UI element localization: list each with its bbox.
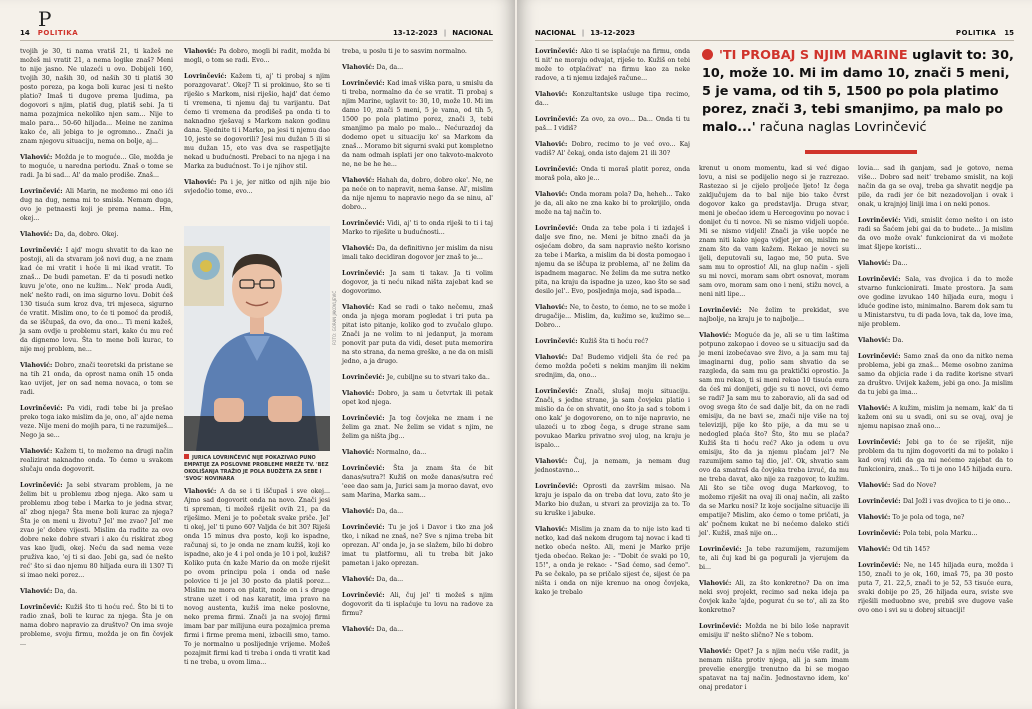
dialogue-paragraph bbox=[858, 352, 1013, 397]
right-column-3 bbox=[858, 164, 1013, 622]
speaker-name: Lovrinčević: bbox=[342, 415, 390, 422]
speaker-name: Vlahović: bbox=[858, 482, 893, 489]
dialogue-text: krenut u onom momentu, kad si već digao lovu, a nisi se podijelio nego si je razrezao. Rastezao si je cijelo proljeće ljeto! Iz čega zaključujem da to bal nije bio tako čvrst dogovor kako ga predstavlja. Druga stvar, meni je obećao idem u Hercegovinu po novac i donijet ću ti novce. Ni se nismo vidjeli uopće. Mi se nismo vidjeli! Znači ja više uopće ne znam niti kako njega vidjet jer on, mislim ne znam što da vam kažem. Rekao je novci su ijeli, deputovali su, lagao me, 50 puta. Sve sam mu to oprostio! Ali, na glup način - sjeli su mi novci, moram sam obrt osnovat, moram sam ovo, moram sam ono i neni, stižu novci, a neni nitl lipe... bbox=[699, 165, 849, 298]
speaker-name: Lovrinčević: bbox=[535, 48, 581, 55]
dialogue-text: Jebi ga to će se riješit, nije problem da tu njim dogovoriti da mi to polako i kad ovaj vidi da ga mi nećemo zajebat da to funkcionira, znaš... To ti je ono 145 hiljada eura. bbox=[858, 439, 1013, 473]
speaker-name: Vlahović: bbox=[184, 488, 221, 495]
dialogue-paragraph bbox=[342, 269, 493, 296]
red-dot-icon bbox=[702, 49, 713, 60]
dialogue-text: Tu je još i Davor i tko zna još tko, i nikad ne znaš, ne? Sve s njima treba bit oprezan. Al' onda je, ja se slažem, bilo bi dobro imat tu platformu, ali tu treba bit jako pametan i jako oprezan. bbox=[342, 524, 493, 567]
header-rule bbox=[20, 40, 493, 41]
speaker-name: Vlahović: bbox=[342, 626, 377, 633]
dialogue-text: Onda moram pola? Da, heheh... Tako je da, ali ako ne zna kako bi to prokrijilo, onda može na taj način to. bbox=[535, 191, 690, 216]
speaker-name: Vlahović: bbox=[535, 458, 574, 465]
left-column-1 bbox=[20, 47, 173, 655]
dialogue-text: Možda ne bi bilo loše napravit emisiju il' nešto slično? Ne s tobom. bbox=[699, 623, 849, 639]
speaker-name: Lovrinčević: bbox=[858, 276, 906, 283]
dialogue-text: To je pola od toga, ne? bbox=[892, 514, 965, 521]
right-page bbox=[517, 0, 1032, 709]
dialogue-paragraph bbox=[184, 487, 330, 667]
speaker-name: Lovrinčević: bbox=[535, 483, 583, 490]
dialogue-text: Konzultantske usluge tipa recimo, da... bbox=[535, 91, 690, 107]
dialogue-paragraph bbox=[699, 579, 849, 615]
magazine-logo-icon: P bbox=[38, 7, 52, 31]
dialogue-text: Možda je to moguće... Gle, možda je to moguće, u naredna periodu. Znaš o tome se radi. Ja bi sad... Al' da malo prodiše. Znaš... bbox=[20, 154, 173, 179]
dialogue-text: Da, da... bbox=[376, 508, 404, 515]
dialogue-paragraph bbox=[342, 448, 493, 457]
speaker-name: Vlahović: bbox=[20, 154, 55, 161]
speaker-name: Lovrinčević: bbox=[20, 247, 66, 254]
dialogue-paragraph bbox=[342, 523, 493, 568]
speaker-name: Lovrinčević: bbox=[535, 338, 580, 345]
section-label: POLITIKA bbox=[955, 29, 997, 37]
speaker-name: Vlahović: bbox=[342, 449, 377, 456]
dialogue-paragraph bbox=[858, 164, 1013, 209]
dialogue-paragraph bbox=[342, 373, 493, 382]
dialogue-text: Kužiš šta ti hoću reć? bbox=[579, 338, 649, 345]
left-column-2 bbox=[184, 47, 330, 203]
speaker-name: Vlahović: bbox=[535, 191, 570, 198]
speaker-name: Lovrinčević: bbox=[699, 307, 749, 314]
dialogue-text: Vidi, aj' ti to onda riješi to ti i taj Marko to riješite u budućnosti... bbox=[342, 220, 493, 236]
caption-text: JURICA LOVRINČEVIĆ NIJE POKAZIVAO PUNO EMPATIJE ZA POSLOVNE PROBLEME MREŽE TV. 'BEZ OKOLIŠANJA TRAŽIO JE POLA BUDŽETA ZA SEBE I 'SVOG' NOVINARA bbox=[184, 455, 329, 482]
portrait-photo bbox=[184, 226, 330, 451]
dialogue-paragraph bbox=[20, 361, 173, 397]
dialogue-text: Kad se radi o tako nečemu, znaš onda ja njega moram pogledat i tri puta pa pitat isto pitanje, koliko god to zvučalo glupo. Znači ja ne volim to ni jedanput, ja moram ponovit par puta da vidi, deset puta memorira na sto strana, da nema greške, a ne da on misli jedno, a ja drugo. bbox=[342, 304, 493, 365]
speaker-name: Vlahović: bbox=[699, 648, 735, 655]
dialogue-text: Pa i je, jer nitko od njih nije bio svjedočio tome, evo... bbox=[184, 179, 330, 195]
speaker-name: Vlahović: bbox=[858, 260, 893, 267]
speaker-name: Vlahović: bbox=[699, 332, 735, 339]
dialogue-paragraph bbox=[535, 224, 690, 296]
dialogue-paragraph bbox=[342, 507, 493, 516]
dialogue-text: Znači, slušaj moju situaciju. Znači, s jedne strane, ja sam čovjeku platio i mislio da će on shvatit, ono što ja sad s tobom i ono kak' je dogovoreno, on to nije napravio, ne ulazeći u to zbog čega, s druge strane sam povukao Marku privatno svoj ulog, na kraju je ispalo... bbox=[535, 388, 690, 449]
speaker-name: Vlahović: bbox=[342, 390, 378, 397]
dialogue-text: Je, cubiljne su to stvari tako da.. bbox=[386, 374, 490, 381]
speaker-name: Lovrinčević: bbox=[535, 388, 586, 395]
left-column-2-bottom bbox=[184, 487, 330, 674]
dialogue-text: Šta ja znam šta će bit danas/sutra?! Kužiš on može danas/sutra reć 'eee dao sam ja, Jurici sam ja morao davat, evo sam Marina, Marka sam... bbox=[342, 465, 493, 499]
dialogue-paragraph bbox=[858, 336, 1013, 345]
dialogue-text: Moguće da je, ali se u tim laštima potpuno zakopao i doveo se u situaciju sad da je meni izobećavao sve živo, a ja sam mu taj imaginarni dug, polio sam shvatio da se razgleda, da sam mu ga praktički oprostio. Ja sam mu rekao, ti si meni rekao 10 tisuća eura da ćeš mi donijeti, gdje su ti novci, ovi ćemo se radi? Ja sam mu to zaboravio, ali da sad od ovog svega što će sad dalje bit, da on ne radi emisiju, da ne bavi se, znači nije više na toj televiziji, pije ko što pije, a da mu se u nedogled plaća što? Što, što mu se plaća? Kužiš šta ti hoću reć? Ako ja odem u ovu emisiju, što da ja njemu plaćam jel'? Ne razumijem samo taj dio, jel'. Ok, shvatio sam ovo da smatraš da čovjeka treba izvuć, da mu ne treba davat, ako nije za razgovor, to kužim. Ali što se tiče ovog duga Markovog, to možemo riješit na ovaj ili onaj način, ali zašto da se Marku nosi? Iz koje socijalne situacije ili empatije? Mislim, ako ćemo o tome pričati, ja ak' počnem kukat ne bi nećemo daleko stići jel'. Kužiš, znaš nije on... bbox=[699, 332, 849, 537]
dialogue-paragraph bbox=[535, 165, 690, 183]
dialogue-paragraph bbox=[184, 47, 330, 65]
dialogue-paragraph bbox=[184, 178, 330, 196]
dialogue-text: Ja tebe razumijem, razumijem te, ali čuj kad bi ga pogurali ja vjerujem da bi... bbox=[699, 546, 849, 571]
speaker-name: Vlahović: bbox=[20, 231, 55, 238]
speaker-name: Lovrinčević: bbox=[535, 116, 581, 123]
dialogue-text: Da, da... bbox=[376, 64, 404, 71]
dialogue-paragraph bbox=[535, 387, 690, 450]
dialogue-paragraph bbox=[184, 72, 330, 171]
speaker-name: Vlahović: bbox=[535, 354, 572, 361]
pull-quote-attribution: računa naglas Lovrinčević bbox=[755, 120, 927, 135]
dialogue-text: Normalno, da... bbox=[376, 449, 427, 456]
dialogue-text: Pola tebi, pola Marku... bbox=[902, 530, 978, 537]
dialogue-paragraph bbox=[535, 353, 690, 380]
dialogue-text: Kažem ti, aj' ti probaj s njim porazgovarat'. Okej? Ti si prokinuo, što se ti riješio s Markom, nisi riješio, hajd' dat ćemo ti vremena, ti njemu daj tu varijantu. Dat ćemo ti vremena da prodišeš pa onda ti to naknadno rješavaj s Markom nakon godinu dana. Sjednite ti i Marko, pa jesi ti njemu dao 10, jeste se dogovorili? Jesi mu dužan 5 ili si mu dužan 15, eto vas dva se raspetljajte nekad u budućnosti. Prebaci to na njega i na Marka za budućnost. To i je njihov stil. bbox=[184, 73, 330, 170]
dialogue-paragraph bbox=[20, 587, 173, 596]
dialogue-paragraph bbox=[20, 153, 173, 180]
dialogue-paragraph bbox=[858, 481, 1013, 490]
pull-quote-highlight: 'TI PROBAJ S NJIM MARINE bbox=[719, 48, 908, 63]
dialogue-text: Ne želim te prekidat, sve najbolje, na kraju je to najbolje... bbox=[699, 307, 849, 323]
section-label: POLITIKA bbox=[37, 29, 79, 37]
speaker-name: Lovrinčević: bbox=[342, 592, 391, 599]
dialogue-text: Da, da, dobro. Okej. bbox=[54, 231, 119, 238]
dialogue-text: Mislim ja znam da to nije isto kad ti netko, kad daš nekom drugom taj novac i kad ti netko obeća nešto. Ali, meni je Marko prije tjeda obećao. Rekao je: - "Dobit će svaki po 10, 15!", a onda je rekao: - "Sad ćemo, sad ćemo". Pa se čekalo, pa se pričalo sijest će, sijest će pa ništa i onda on nije krenuo na onog čovjeka, kako je trebalo bbox=[535, 526, 690, 596]
dialogue-text: Dal Jožl i vas dvojica to ti je ono... bbox=[902, 498, 1011, 505]
speaker-name: Vlahović: bbox=[342, 576, 377, 583]
dialogue-paragraph bbox=[342, 79, 493, 169]
dialogue-paragraph bbox=[342, 176, 493, 212]
dialogue-text: A da se i ti iščupaš i sve okej... Ajmo sad dogovorit onda na novo. Znači jesi ti spreman, ti možeš riješit ovih 21, pa da riješimo. Meni je to početak svake priče. Jel' ti okej, jel' ti puno 60? Valjda će bit 30? Riješi onda 15 minus dva posto, koji ko ispadne, računaj si, to je onda ne znam kužiš, koji ko ispadne, ako je 4 i pol onda je 10 i pol, kužiš? Koliko puta ćn kaže Mario da on može riješit po ovom principu pola i onda od naše polovice ti je jel 30 posto da platiš porez... Mislim ne mora on platit, može on i s druge strane uzet i od nas karatit, ima pravo na novog austenta, kužiš ima neke poslovne, neko prema firmi. Znači ja na svojoj firmi imam bar par milijuna eura pozajmica prema firmi i firme prema meni, izbacili smo, tamo. To je normalno u poslijednje vrijeme. Možeš pozajmit firmi kad ti treba i onda ti vratit kad ti ne treba, u ovom lima... bbox=[184, 488, 330, 666]
dialogue-paragraph bbox=[858, 545, 1013, 554]
dialogue-text: Da, da... bbox=[376, 626, 404, 633]
dialogue-text: Da! Budemo vidjeli šta će reć pa ćemo možda početi s nekim manjim ili nekim srednjim, da, ono... bbox=[535, 354, 690, 379]
left-page-header: 14 POLITIKA 13-12-2023 | NACIONAL bbox=[20, 29, 493, 37]
page-number: 15 bbox=[1004, 29, 1014, 37]
dialogue-text: Samo znaš da ono da nitko nema problema, jebi ga znaš... Meme osobno zanima samo da objicia rade i da radite korisne stvari za društvo. Uvijek kažem, jebi ga ono. Ja mislim da tu jebi ga ima... bbox=[858, 353, 1013, 396]
dialogue-paragraph bbox=[699, 622, 849, 640]
dialogue-paragraph bbox=[858, 404, 1013, 431]
right-page-header: NACIONAL | 13-12-2023 POLITIKA 15 bbox=[535, 29, 1014, 37]
speaker-name: Vlahović: bbox=[535, 526, 571, 533]
dialogue-text: Ali Marin, ne možemo mi ono ići dug na dug, nema mi to smisla. Nemam duga, ovo je petnaesti koji je prema nama.. Hm, okej... bbox=[20, 188, 173, 222]
dialogue-paragraph bbox=[535, 90, 690, 108]
dialogue-paragraph bbox=[342, 63, 493, 72]
dialogue-paragraph bbox=[858, 529, 1013, 538]
dialogue-paragraph bbox=[699, 164, 849, 299]
speaker-name: Lovrinčević: bbox=[342, 220, 388, 227]
dialogue-text: Ne, to često, to ćemo, ne to se može i drugačije... Mislim, da, kužimo se, kužimo se... Dobro... bbox=[535, 304, 690, 329]
photo-caption bbox=[184, 454, 330, 483]
dialogue-paragraph bbox=[699, 545, 849, 572]
dialogue-text: Onda za tebe pola i ti izdaješ i dalje sve fino, ne. Meni je bitno znači da ja osjećam dobro, da sam napravio nešto korisno za tebe i Marka, a mislim da bi dosta pomogao i njemu da se iščupa iz problema, al' ne želim da ispadnem magarac. Ne želim da me sutra netko pita, na kraju da ispadne ja uzeo, kao što se sad desilo jel'.. Evo, posljednja moja, sad ispada... bbox=[535, 225, 690, 295]
dialogue-paragraph bbox=[858, 497, 1013, 506]
pull-quote-rule bbox=[805, 150, 917, 154]
dialogue-text: Za ovo, za ovo... Da... Onda ti tu paš... I vidiš? bbox=[535, 116, 690, 132]
dialogue-text: I ajd' mogu shvatit to da kao ne postoji, ali da stvaram još novi dug, a ne znam kad će mi vratit i hoće li mi ikad vratit. To znaš... De budi pametan. E' da ti posudi netko kuvu je'ote, ono ne kužim... Nek' proda Audi, nek' nešto radi, on ima sigurno lovu. Dobit ćeš 130 tisuća sum kroz dva, tri mjeseca, sigurno će vratit. Mislim ono, to će ti pomoć da prodiš, da se iščupaš, da ovo, da ono... Ti meni kažeš, ja sam ovdje u problemu stari, kako ću mu reć da dignemo lovu. Šta to mene boli kurac, to nije moj problem, ne... bbox=[20, 247, 173, 353]
photo-credit: FOTO: GORAN JAKOVLJEVIĆ bbox=[332, 290, 337, 345]
speaker-name: Vlahović: bbox=[342, 304, 379, 311]
dialogue-text: Kažem ti, to možemo na drugi način realizirat naknadno onda. To ćemo u svakom slučaju onda dogovorit. bbox=[20, 448, 173, 473]
publication-name: NACIONAL bbox=[535, 29, 576, 37]
speaker-name: Lovrinčević: bbox=[858, 498, 903, 505]
dialogue-text: tvojih je 30, ti nama vratiš 21, ti kažeš ne možeš mi vratit 21, a nema logike znaš? Meni to nije jasno. Ne ulazeći u ovo. Dobijeli 160, tvojih 30, naših 30, od naših 30 ti platiš 30 posto poreza, pa koga boli kurac jesi ti nešto platio? Imaš ti dugove prema ljudima, pa dogovori s njim, platiš dug, platiš sebi. Ja ti nama pozajmica nekoliko njen sam... Nije to malo para... 50-60 hiljada... Meine ne zanima kako će, ali jebiga to je ogromno... Znači ja znam njegovu situaciju, nema on bolje, aj... bbox=[20, 48, 173, 145]
speaker-name: Lovrinčević: bbox=[342, 270, 391, 277]
speaker-name: Lovrinčević: bbox=[535, 225, 582, 232]
speaker-name: Lovrinčević: bbox=[699, 623, 746, 630]
right-column-1 bbox=[535, 47, 690, 604]
dialogue-paragraph bbox=[858, 216, 1013, 252]
speaker-name: Vlahović: bbox=[858, 405, 893, 412]
dialogue-text: Opet? Ja s njim neću više radit, ja nemam ništa protiv njega, ali ja sam imam prevelie energije trenutno da bi se mogao spatavat na taj način. Jednostavno idem, ko' onaj predator i bbox=[699, 648, 849, 691]
dialogue-text: Da, da. bbox=[54, 588, 78, 595]
dialogue-text: Pa vidi, radi tebe bi ja prešao preko toga iako mislim da je, ono, al' ajde nema veze. Nije meni do mojih para, ti ne razumiješ... Nego ja se... bbox=[20, 405, 173, 439]
dialogue-paragraph bbox=[535, 115, 690, 133]
speaker-name: Vlahović: bbox=[342, 245, 377, 252]
dialogue-paragraph bbox=[342, 591, 493, 618]
dialogue-paragraph bbox=[535, 303, 690, 330]
speaker-name: Vlahović: bbox=[184, 48, 219, 55]
dialogue-text: Ja sam ti takav. Ja ti volim dogovor, ja ti neću nikad ništa zajebat kad se dogovorimo. bbox=[342, 270, 493, 295]
dialogue-text: Hahah da, dobro, dobro oke'. Ne, ne pa neće on to napravit, nema šanse. Al', mislim da nije njemu to napravio nego da se ninu, al' dobro... bbox=[342, 177, 493, 211]
dialogue-text: Ne, ne 145 hiljada eura, možda i 150, znači to je ok, 160, imaš 75, pa 30 posto puta 7, 21. 22,5, znači to je 52, 53 tisuće eura, svaki dobije po 25, 26 hiljada eura, sviste sve riješili meduobno sve, prebiš sve dugove vaše ovo ono i svi su u dobroj situaciji! bbox=[858, 562, 1013, 614]
dialogue-text: Kad imaš viška para, u smislu da ti treba, normalno da će se vratit. Ti probaj s njim Marine, uglavit to: 30, 10, može 10. Mi im damo 10, znači 5 meni, 5 je vama, od tih 5, 1500 po pola platimo porez, znači 3, tebi smanjimo pa malo po malo... Nećurazdoj da dodemo opet u situaciju ko' sa Markom da znaš... Moramo bit sigurni svaki put kompletno da nam odmah isplati jer ono takvoto-makvoto ne, ne be he he... bbox=[342, 80, 493, 168]
dialogue-text: Onda ti moraš platit porez, onda moraš pola, ako je... bbox=[535, 166, 690, 182]
speaker-name: Vlahović: bbox=[858, 514, 893, 521]
dialogue-text: Da... bbox=[892, 260, 908, 267]
dialogue-text: Ako ti se isplaćuje na firmu, onda ti nit' ne moraju odvajat, riješe to. Kužiš on tebi može to otplaćivat' na firmu kao za neke radove, a ti njemu izdaješ račune... bbox=[535, 48, 690, 82]
dialogue-paragraph bbox=[535, 525, 690, 597]
dialogue-paragraph bbox=[20, 230, 173, 239]
dialogue-text: Kužiš što ti hoću reć. Što bi ti to radio znaš, boli te kurac za njega. Šta je on nama dobro napravio za društvo? On ima svoje probleme, svoju firmu, možda je on fin čovjek ... bbox=[20, 604, 173, 647]
speaker-name: Lovrinčević: bbox=[20, 405, 67, 412]
dialogue-text: Ja sebi stvaram problem, ja ne želim bit u problemu zbog njega. Ako sam u problemu zbog tebe i Marka to je jedna stvar, al' zbog njega? Šta mene boli kurac za njega? Šta je on meni u životu? Jel' me zvao? Jel' me zvao je' dobre vijesti. Mislim da radite za ovo dobre neke dobre stvari i ako ću riskirat zbog vas kao ljudi, okej. Neću da sad nema veze pruživa kao, 'ej ti si dao. Jebi ga, sad će nešto reć' što si dao njemu 80 hiljada eura ili 130? Ti si imao neki porez... bbox=[20, 482, 173, 579]
speaker-name: Lovrinčević: bbox=[342, 374, 387, 381]
dialogue-paragraph bbox=[20, 404, 173, 440]
dialogue-paragraph bbox=[342, 464, 493, 500]
speaker-name: Vlahović: bbox=[535, 304, 570, 311]
speaker-name: Vlahović: bbox=[184, 179, 220, 186]
dialogue-text: Ali, čuj jel' ti možeš s njim dogovorit da ti isplaćuje tu lovu na radove za firmu? bbox=[342, 592, 493, 617]
speaker-name: Lovrinčević: bbox=[535, 166, 581, 173]
publication-name: NACIONAL bbox=[452, 29, 493, 37]
speaker-name: Lovrinčević: bbox=[20, 482, 67, 489]
dialogue-text: Sala, vas dvojica i da to može stvarno funkcionirati. Imate prostora. Ja sam ove godine izvukao 140 hiljada eura, mogu i iduće godine isto, minimalno. Barem dok sam tu u Ministarstvu, tu di pada lova, tak da, love ima, nije problem. bbox=[858, 276, 1013, 328]
dialogue-paragraph bbox=[535, 457, 690, 475]
issue-date: 13-12-2023 bbox=[590, 29, 636, 37]
dialogue-text: Dobro, ja sam u četvrtak ili petak opet kod njega. bbox=[342, 390, 493, 406]
dialogue-paragraph bbox=[342, 625, 493, 634]
speaker-name: Vlahović: bbox=[535, 91, 573, 98]
pull-quote bbox=[702, 47, 1020, 137]
dialogue-paragraph bbox=[858, 438, 1013, 474]
dialogue-text: Da. bbox=[892, 337, 904, 344]
dialogue-paragraph bbox=[699, 306, 849, 324]
dialogue-paragraph bbox=[342, 219, 493, 237]
speaker-name: Vlahović: bbox=[342, 177, 377, 184]
speaker-name: Vlahović: bbox=[342, 64, 377, 71]
dialogue-text: lovia... sad ih ganjam, sad je gotovo, nema više... Dobro sad neit' trebamo smislit, na koji način da ga se ovaj, treba ga shvatit negdje pa pile, da radi jer će bit nezadovoljan i ovak i onak, u krajnjoj liniji ima i on neki ponos. bbox=[858, 165, 1013, 208]
dialogue-text: Ja tog čovjeka ne znam i ne želim ga znat. Ne želim se vidat s njim, ne želim ga ništa jbg... bbox=[342, 415, 493, 440]
dialogue-paragraph bbox=[699, 331, 849, 538]
dialogue-paragraph bbox=[20, 603, 173, 648]
right-column-2 bbox=[699, 164, 849, 699]
dialogue-text: treba, u poslu ti je to sasvim normalno. bbox=[342, 48, 467, 55]
caption-bullet-icon bbox=[184, 454, 189, 459]
speaker-name: Vlahović: bbox=[535, 141, 572, 148]
dialogue-text: Pa dobro, mogli bi radit, možda bi mogli, o tom se radi. Evo... bbox=[184, 48, 330, 64]
speaker-name: Vlahović: bbox=[20, 588, 55, 595]
dialogue-text: Dobro, znači teoretski da pristane se na tih 21 onda, da oprost nama onih 15 onda kao uvijet, jer on sad nema novaca, o tom se radi. bbox=[20, 362, 173, 396]
dialogue-text: Vidi, smislit ćemo nešto i on isto radi sa Šaćem jebi gai da to budete... Ja mislim da ovo može ovak' funkcionirat da vi možete imat šljepe koristi... bbox=[858, 217, 1013, 251]
dialogue-text: Da, da... bbox=[376, 576, 404, 583]
speaker-name: Vlahović: bbox=[699, 580, 736, 587]
page-number: 14 bbox=[20, 29, 30, 37]
pull-quote-body: uglavit to: 30, 10, može 10. Mi im damo 10, znači 5 meni, 5 je vama, od tih 5, 1500 po pola platimo porez, znači 3, tebi smanjimo, pa malo po malo...' bbox=[702, 48, 1014, 135]
dialogue-paragraph bbox=[20, 187, 173, 223]
dialogue-text: Sad do Nove? bbox=[892, 482, 937, 489]
dialogue-paragraph bbox=[858, 561, 1013, 615]
header-rule bbox=[535, 40, 1014, 41]
dialogue-paragraph bbox=[858, 259, 1013, 268]
dialogue-paragraph bbox=[858, 275, 1013, 329]
speaker-name: Vlahović: bbox=[20, 362, 55, 369]
dialogue-paragraph bbox=[20, 47, 173, 146]
dialogue-paragraph bbox=[342, 575, 493, 584]
speaker-name: Lovrinčević: bbox=[342, 80, 388, 87]
speaker-name: Lovrinčević: bbox=[342, 524, 389, 531]
speaker-name: Lovrinčević: bbox=[858, 353, 904, 360]
dialogue-paragraph bbox=[699, 647, 849, 692]
speaker-name: Vlahović: bbox=[20, 448, 55, 455]
left-page bbox=[0, 0, 515, 709]
dialogue-paragraph bbox=[535, 482, 690, 518]
dialogue-paragraph bbox=[535, 337, 690, 346]
speaker-name: Lovrinčević: bbox=[184, 73, 231, 80]
dialogue-text: A kužim, mislim ja nemam, kak' da ti kažem oni su u svadi, oni su se ovaj, ovaj je njemu napisao znaš ono... bbox=[858, 405, 1013, 430]
dialogue-text: Da, da definitivno jer mislim da nisu imali tako decidiran dogovor jer znaš to je... bbox=[342, 245, 493, 261]
left-column-3 bbox=[342, 47, 493, 641]
dialogue-paragraph bbox=[20, 246, 173, 354]
speaker-name: Lovrinčević: bbox=[858, 562, 904, 569]
dialogue-paragraph bbox=[858, 513, 1013, 522]
speaker-name: Lovrinčević: bbox=[342, 465, 394, 472]
speaker-name: Lovrinčević: bbox=[20, 604, 66, 611]
dialogue-paragraph bbox=[535, 140, 690, 158]
dialogue-paragraph bbox=[535, 47, 690, 83]
dialogue-text: Čuj, ja nemam, ja nemam dug jednostavno... bbox=[535, 458, 690, 474]
speaker-name: Lovrinčević: bbox=[858, 530, 903, 537]
dialogue-paragraph bbox=[342, 47, 493, 56]
speaker-name: Vlahović: bbox=[858, 337, 893, 344]
speaker-name: Vlahović: bbox=[858, 546, 893, 553]
dialogue-text: Oprosti da završim misao. Na kraju je ispalo da on treba dat lovu, zato što je Marko bio dužan, u stvari za provizija za to. To su kruške i jabuke. bbox=[535, 483, 690, 517]
dialogue-paragraph bbox=[342, 389, 493, 407]
dialogue-text: Ali, za što konkretno? Da on ima neki svoj projekt, recimo sad neka ideja pa čovjek kaže 'ajde, pogurat ću se to', ali za što konkretno? bbox=[699, 580, 849, 614]
speaker-name: Lovrinčević: bbox=[20, 188, 66, 195]
dialogue-text: Dobro, recimo to je već ovo... Kaj vadiš? Al' čekaj, onda isto dajem 21 ili 30? bbox=[535, 141, 690, 157]
speaker-name: Lovrinčević: bbox=[858, 439, 907, 446]
portrait-illustration-icon bbox=[184, 226, 330, 451]
dialogue-paragraph bbox=[342, 303, 493, 366]
dialogue-paragraph bbox=[20, 481, 173, 580]
dialogue-text: Od tih 145? bbox=[892, 546, 930, 553]
speaker-name: Lovrinčević: bbox=[858, 217, 904, 224]
dialogue-paragraph bbox=[535, 190, 690, 217]
issue-date: 13-12-2023 bbox=[392, 29, 438, 37]
dialogue-paragraph bbox=[20, 447, 173, 474]
speaker-name: Vlahović: bbox=[342, 508, 377, 515]
speaker-name: Lovrinčević: bbox=[699, 546, 747, 553]
dialogue-paragraph bbox=[342, 414, 493, 441]
dialogue-paragraph bbox=[342, 244, 493, 262]
